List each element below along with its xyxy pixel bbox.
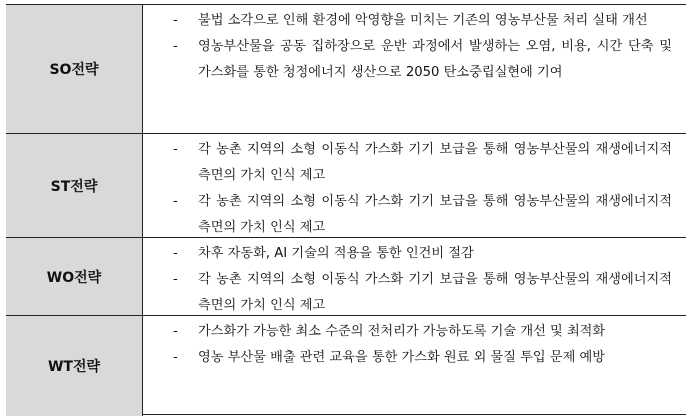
bullet-dash: - xyxy=(173,13,178,28)
bullet-dash: - xyxy=(173,39,178,54)
item-text: 영농부산물을 공동 집하장으로 운반 과정에서 발생하는 오염, 비용, 시간 단축 및 가스화를 통한 청정에너지 생산으로 2050 탄소중립실현에 기여 xyxy=(198,39,672,80)
row-label-so: SO전략 xyxy=(6,5,143,133)
row-content-so xyxy=(143,5,686,133)
bullet-dash: - xyxy=(173,246,178,261)
row-content-wo xyxy=(143,238,686,315)
list-item xyxy=(143,34,686,86)
item-text: 불법 소각으로 인해 환경에 악영향을 미치는 기존의 영농부산물 처리 실태 개선 xyxy=(198,13,648,28)
row-label-st: ST전략 xyxy=(6,134,143,237)
list-item xyxy=(143,189,686,241)
table-row-st xyxy=(6,133,686,237)
item-text: 각 농촌 지역의 소형 이동식 가스화 기기 보급을 통해 영농부산물의 재생에너지적 측면의 가치 인식 제고 xyxy=(198,194,672,235)
item-text: 가스화가 가능한 최소 수준의 전처리가 가능하도록 기술 개선 및 최적화 xyxy=(198,324,606,339)
row-content-st xyxy=(143,134,686,237)
bullet-dash: - xyxy=(173,324,178,339)
bullet-dash: - xyxy=(173,350,178,365)
list-item xyxy=(143,137,686,189)
list-item xyxy=(143,345,686,371)
row-label-wt: WT전략 xyxy=(6,316,143,416)
item-text: 각 농촌 지역의 소형 이동식 가스화 기기 보급을 통해 영농부산물의 재생에너지적 측면의 가치 인식 제고 xyxy=(198,272,672,313)
item-text: 차후 자동화, AI 기술의 적용을 통한 인건비 절감 xyxy=(198,246,474,261)
table-row-wt xyxy=(6,315,686,416)
bullet-dash: - xyxy=(173,194,178,209)
row-label-wo: WO전략 xyxy=(6,238,143,315)
list-item xyxy=(143,267,686,319)
item-text: 영농 부산물 배출 관련 교육을 통한 가스화 원료 외 물질 투입 문제 예방 xyxy=(198,350,605,365)
table-row-wo xyxy=(6,237,686,315)
bullet-dash: - xyxy=(173,272,178,287)
bullet-dash: - xyxy=(173,142,178,157)
table-row-so xyxy=(6,5,686,133)
list-item xyxy=(143,319,686,345)
list-item xyxy=(143,241,686,267)
list-item xyxy=(143,8,686,34)
item-text: 각 농촌 지역의 소형 이동식 가스화 기기 보급을 통해 영농부산물의 재생에너지적 측면의 가치 인식 제고 xyxy=(198,142,672,183)
strategy-table xyxy=(6,4,686,415)
row-content-wt xyxy=(143,316,686,416)
